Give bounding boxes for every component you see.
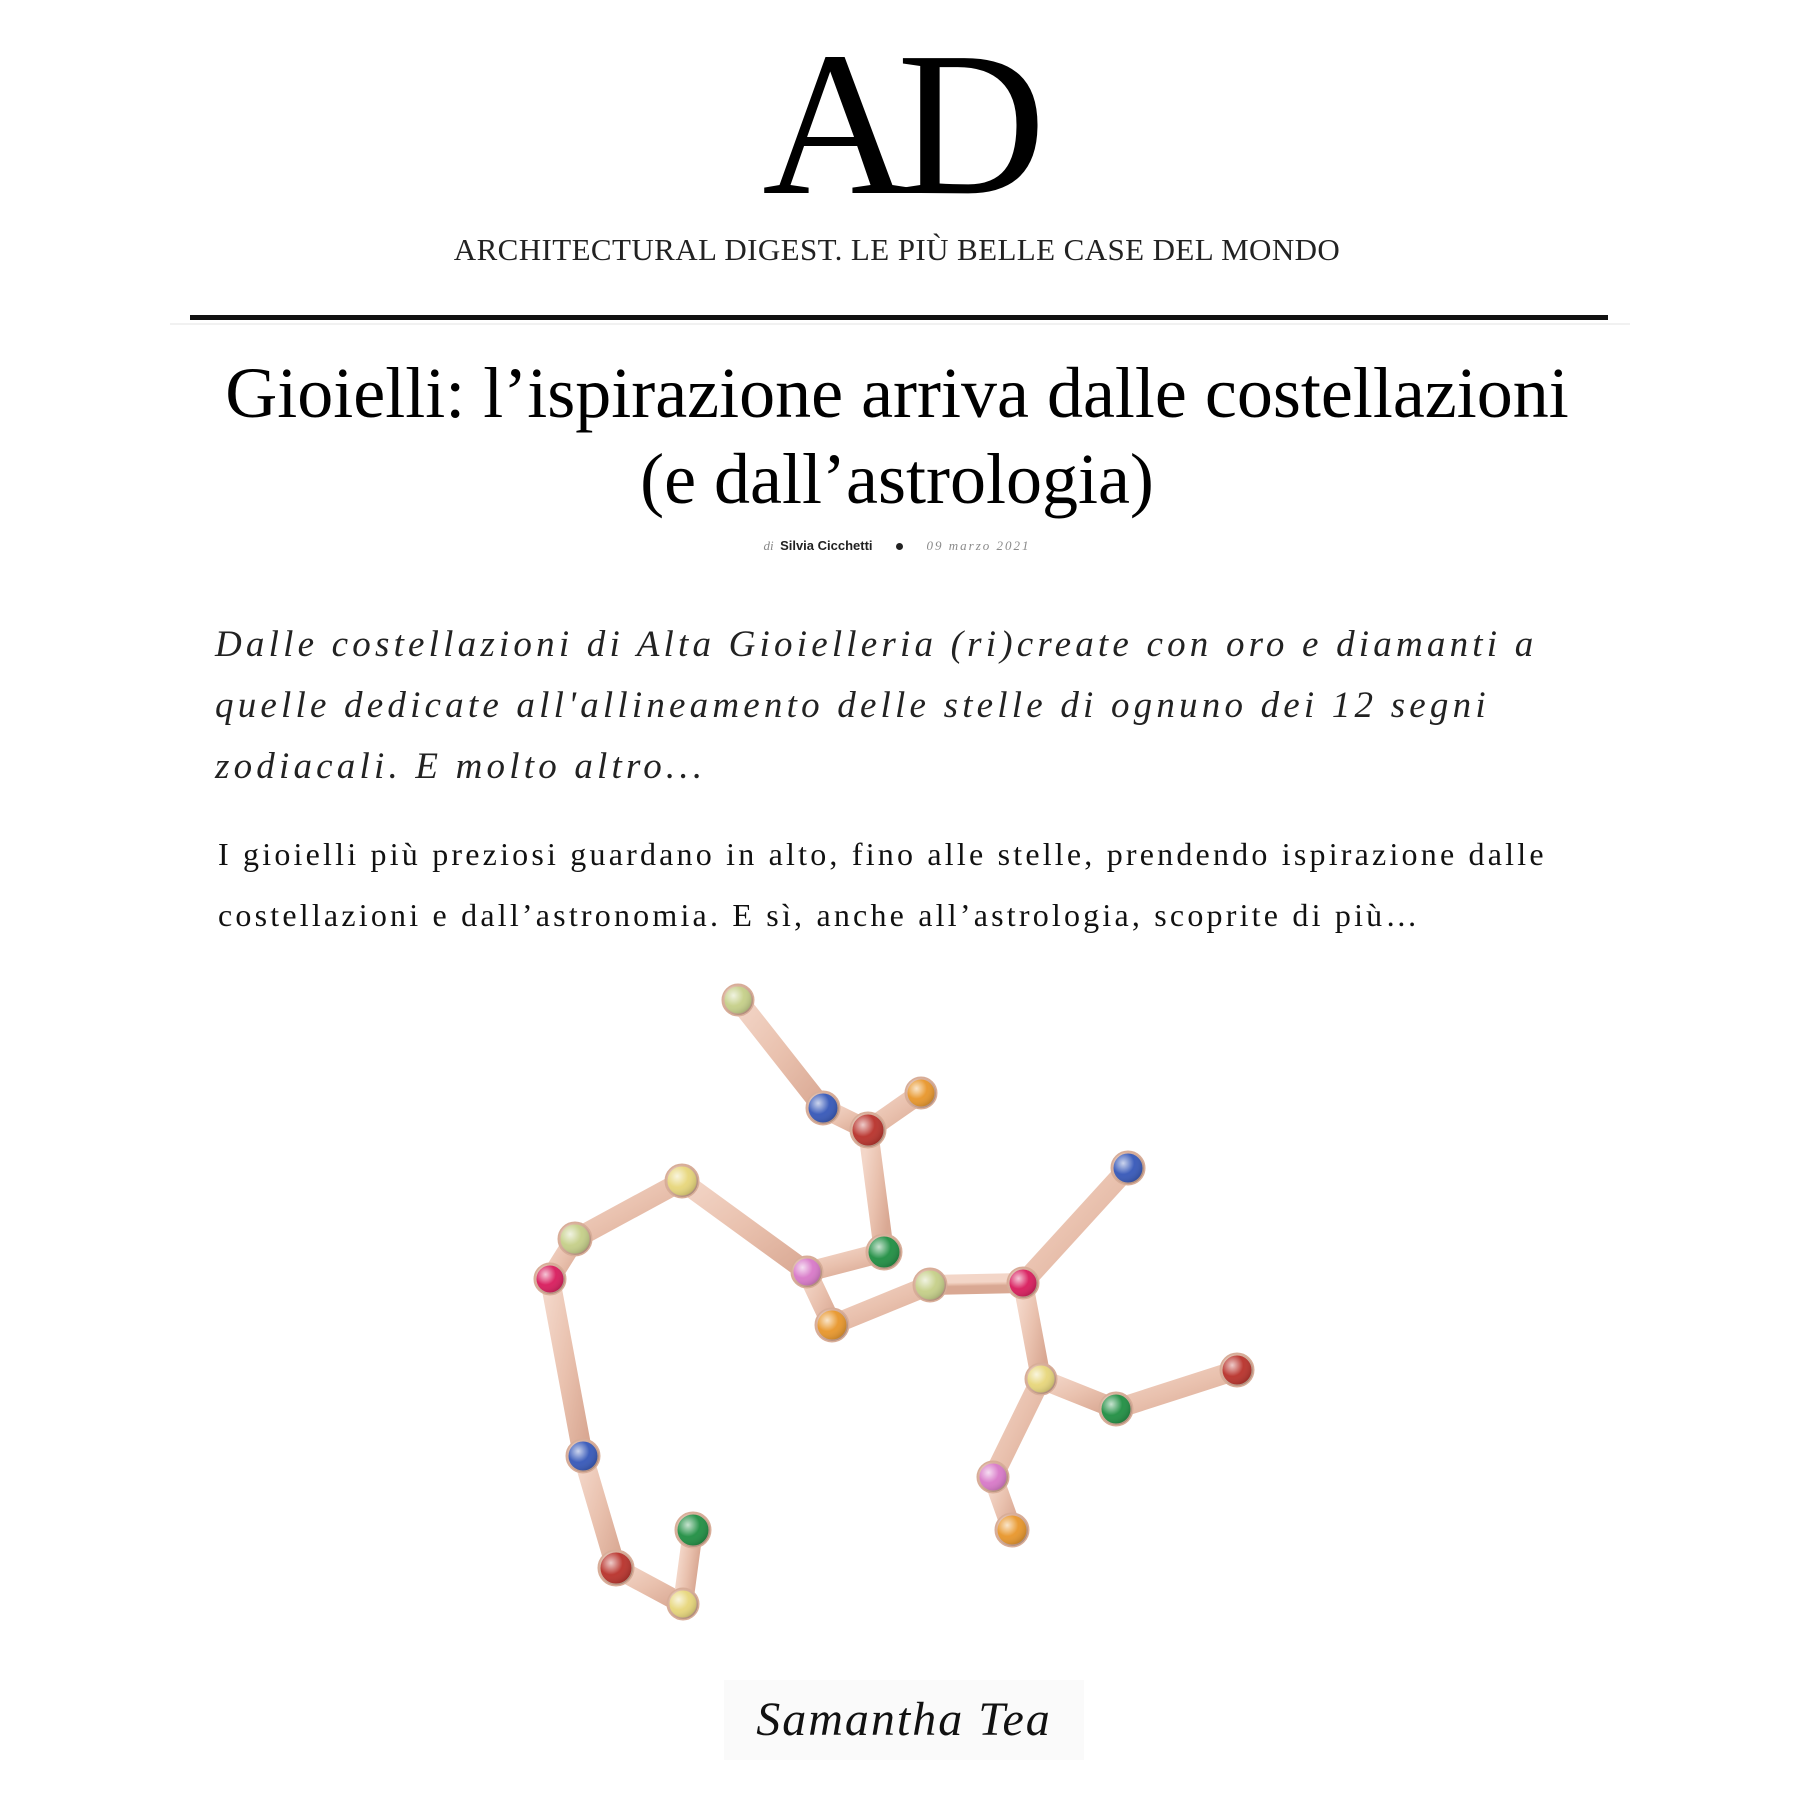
author-link[interactable]: Silvia Cicchetti (780, 538, 873, 553)
headline-line-2: (e dall’astrologia) (640, 439, 1154, 519)
constellation-jewel-image (480, 970, 1340, 1660)
byline (0, 538, 1794, 555)
byline-separator-dot (896, 543, 903, 550)
ad-logo[interactable]: AD (762, 9, 1032, 238)
gold-bars (550, 1000, 1237, 1604)
divider-shadow (170, 323, 1630, 325)
article-standfirst: Dalle costellazioni di Alta Gioielleria (ri)create con oro e diamanti a quelle dedicate all'allineamento delle stelle di ognuno dei 12 segni zodiacali. E molto altro... (215, 624, 1538, 787)
publish-date: 09 marzo 2021 (926, 538, 1031, 553)
byline-prefix: di (763, 538, 774, 553)
masthead-divider (190, 315, 1608, 320)
masthead-tagline: ARCHITECTURAL DIGEST. LE PIÙ BELLE CASE DEL MONDO (453, 232, 1341, 267)
headline-line-1: Gioielli: l’ispirazione arriva dalle costellazioni (225, 353, 1569, 433)
article-headline (150, 350, 1644, 522)
image-caption: Samantha Tea (724, 1680, 1084, 1760)
article-body: I gioielli più preziosi guardano in alto, fino alle stelle, prendendo ispirazione dalle costellazioni e dall’astronomia. E sì, anche all’astrologia, scoprite di più… (218, 836, 1547, 933)
